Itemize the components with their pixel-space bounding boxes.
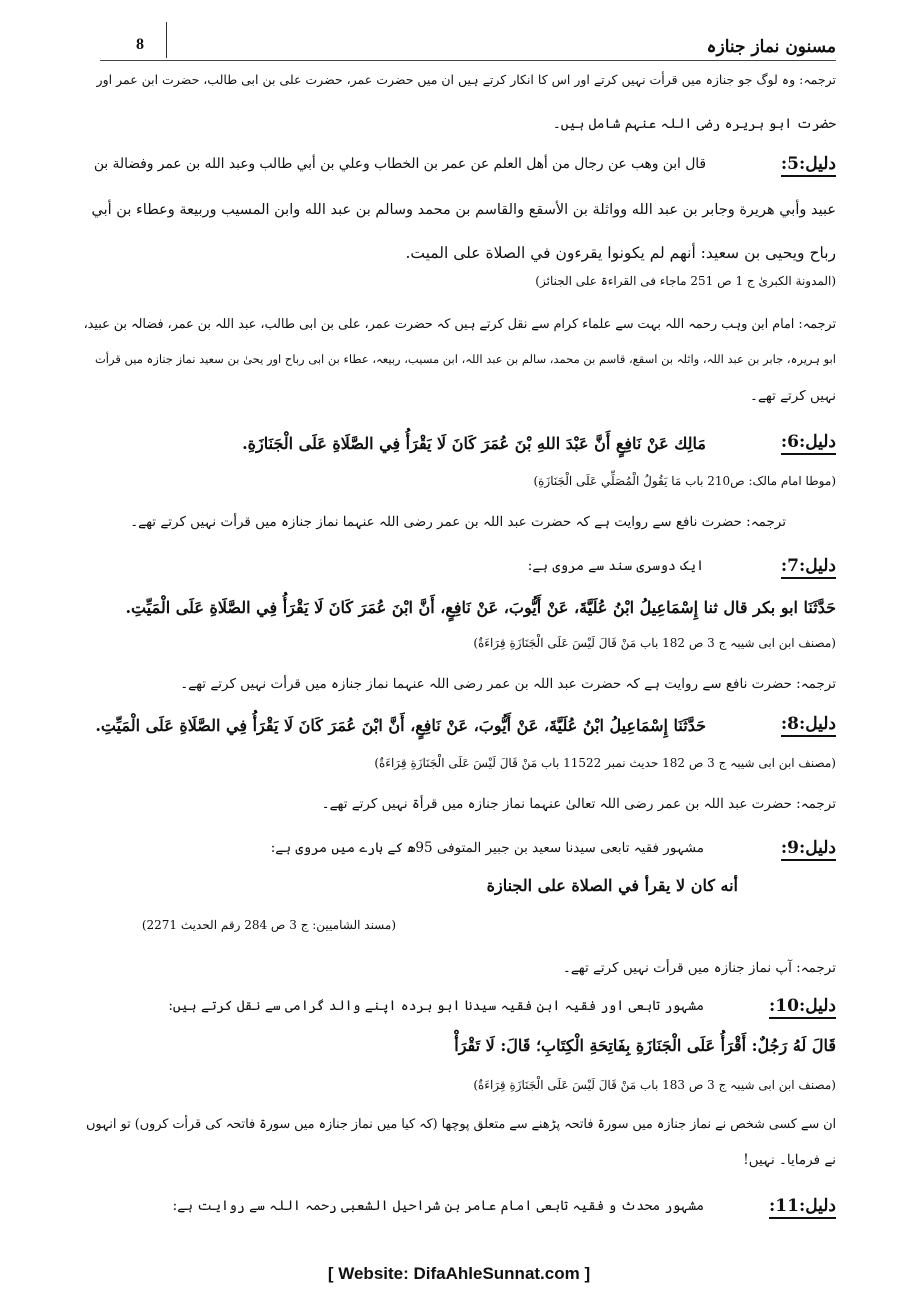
text-line: مشہور فقیہ تابعی سیدنا سعید بن جبیر المتوفی 95ھ کے بارے میں مروی ہے: [270, 840, 704, 856]
arabic-line: مَالِك عَنْ نَافِعٍ أَنَّ عَبْدَ اللهِ بْنَ عُمَرَ كَانَ لَا يَقْرَأُ فِي الصَّلَاةِ عَلَى الْجَنَازَةِ. [242, 434, 706, 453]
text-line: ترجمہ: حضرت عبد اللہ بن عمر رضی اللہ تعالیٰ عنہما نماز جنازہ میں قرأۃ نہیں کرتے تھے۔ [321, 796, 836, 812]
page-header [100, 36, 836, 58]
dalil-label: دلیل:10: [769, 996, 836, 1019]
reference-text: (مسند الشامیین: ج 3 ص 284 رقم الحدیث 2271) [141, 918, 396, 932]
reference-text: (المدونة الکبریٰ ج 1 ص 251 ماجاء فی القراءۃ علی الجنائز) [535, 274, 836, 288]
text-line: ایک دوسری سند سے مروی ہے: [527, 558, 704, 574]
arabic-line: حَدَّثَنَا ابو بكر قال ثنا إِسْمَاعِيلُ ابْنُ عُلَيَّةَ، عَنْ أَيُّوبَ، عَنْ نَافِعٍ، أَنَّ ابْنَ عُمَرَ كَانَ لَا يَقْرَأُ فِي الصَّلَاةِ عَلَى الْمَيِّتِ. [125, 598, 836, 617]
header-rule [100, 60, 836, 61]
arabic-line: قَالَ لَهُ رَجُلٌ: أَقْرَأُ عَلَى الْجَنَازَةِ بِفَاتِحَةِ الْكِتَابِ؛ قَالَ: لَا تَقْرَأْ [454, 1036, 836, 1055]
dalil-label: دلیل:7: [781, 556, 836, 579]
text-line: ترجمہ: حضرت نافع سے روایت ہے کہ حضرت عبد اللہ بن عمر رضی اللہ عنہما نماز جنازہ میں قرأت نہیں کرتے تھے۔ [180, 676, 836, 692]
dalil-label: دلیل:11: [769, 1196, 836, 1219]
arabic-line: قال ابن وهب عن رجال من أهل العلم عن عمر بن الخطاب وعلي بن أبي طالب وعبد الله بن عمر وفضالة بن [93, 156, 706, 172]
reference-text: (مصنف ابن ابی شیبہ ج 3 ص 182 باب مَنْ قَالَ لَيْسَ عَلَى الْجَنَازَةِ قِرَاءَةٌ) [473, 636, 836, 650]
website-footer: [ Website: DifaAhleSunnat.com ] [327, 1264, 591, 1283]
dalil-label: دلیل:6: [781, 432, 836, 455]
arabic-line: رباح ويحيى بن سعيد: أنهم لم يكونوا يقرءون في الصلاة على الميت. [405, 244, 836, 262]
reference-text: (موطا امام مالک: ص210 باب مَا يَقُولُ الْمُصَلِّي عَلَى الْجَنَازَةِ) [533, 474, 836, 488]
header-divider [166, 22, 167, 58]
arabic-line: عبيد وأبي هريرة وجابر بن عبد الله وواثلة بن الأسقع والقاسم بن محمد وسالم بن عبد الله وابن المسيب وربيعة وعطاء بن أبي [91, 202, 836, 218]
dalil-label: دلیل:9: [781, 838, 836, 861]
text-line: حضرت ابو ہریرہ رضی اللہ عنہم شامل ہیں۔ [552, 116, 836, 132]
text-line: ترجمہ: امام ابن وہب رحمہ اللہ بہت سے علماء کرام سے نقل کرتے ہیں کہ حضرت عمر، علی بن ابی طالب، عبد اللہ بن عمر، فضالہ بن عبید، [83, 317, 836, 332]
arabic-line: أنه كان لا يقرأ في الصلاة على الجنازة [486, 876, 738, 895]
text-line: مشہور تابعی اور فقیہ ابن فقیہ سیدنا ابو بردہ اپنے والد گرامی سے نقل کرتے ہیں: [168, 998, 704, 1014]
text-line: مشہور محدث و فقیہ تابعی امام عامر بن شراحیل الشعبی رحمہ اللہ سے روایت ہے: [172, 1198, 704, 1214]
arabic-line: حَدَّثَنَا إِسْمَاعِيلُ ابْنُ عُلَيَّةَ، عَنْ أَيُّوبَ، عَنْ نَافِعٍ، أَنَّ ابْنَ عُمَرَ كَانَ لَا يَقْرَأُ فِي الصَّلَاةِ عَلَى الْمَيِّتِ. [95, 716, 706, 735]
reference-text: (مصنف ابن ابی شیبہ ج 3 ص 182 حدیث نمبر 11522 باب مَنْ قَالَ لَيْسَ عَلَى الْجَنَازَةِ قِرَاءَةٌ) [374, 756, 836, 770]
text-line: ان سے کسی شخص نے نماز جنازہ میں سورۃ فاتحہ پڑھنے سے متعلق پوچھا (کہ کیا میں نماز جنازہ میں سورۃ فاتحہ کی قرأت کروں) تو انہوں [85, 1117, 836, 1132]
text-line: نہیں کرتے تھے۔ [750, 388, 836, 404]
dalil-label: دلیل:5: [781, 154, 836, 177]
reference-text: (مصنف ابن ابی شیبہ ج 3 ص 183 باب مَنْ قَالَ لَيْسَ عَلَى الْجَنَازَةِ قِرَاءَةٌ) [473, 1078, 836, 1092]
text-line: ترجمہ: وہ لوگ جو جنازہ میں قرأت نہیں کرتے اور اس کا انکار کرتے ہیں ان میں حضرت عمر، حضرت علی بن ابی طالب، حضرت ابن عمر اور [96, 72, 836, 87]
dalil-label: دلیل:8: [781, 714, 836, 737]
text-line: ترجمہ: حضرت نافع سے روایت ہے کہ حضرت عبد اللہ بن عمر رضی اللہ عنہما نماز جنازہ میں قرأت نہیں کرتے تھے۔ [130, 514, 786, 530]
text-line: ترجمہ: آپ نماز جنازہ میں قرأت نہیں کرتے تھے۔ [562, 960, 836, 976]
text-line: نے فرمایا۔ نہیں! [743, 1152, 836, 1168]
page-number: 8 [136, 36, 144, 53]
book-title: مسنون نماز جنازہ [706, 37, 836, 57]
text-line: ابو ہریرہ، جابر بن عبد اللہ، واثلہ بن اسقع، قاسم بن محمد، سالم بن عبد اللہ، ابن مسیب، ربیعہ، عطاء بن ابی رباح اور یحیٰ بن سعید نماز جنازہ میں قرأت [94, 352, 836, 366]
